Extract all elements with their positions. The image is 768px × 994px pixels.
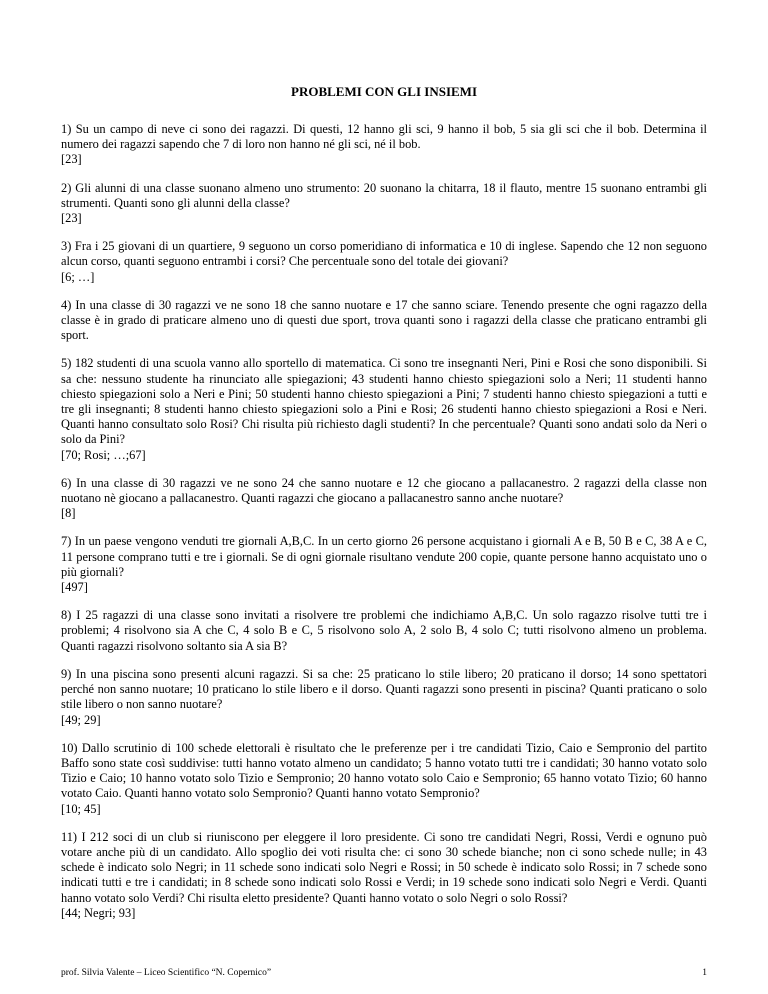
problem-9 (61, 667, 707, 728)
problem-answer: [70; Rosi; …;67] (61, 447, 146, 462)
problem-answer: [44; Negri; 93] (61, 905, 136, 920)
problem-list (61, 122, 707, 934)
problem-answer: [497] (61, 580, 88, 595)
problem-text: 5) 182 studenti di una scuola vanno allo sportello di matematica. Ci sono tre insegnanti Neri, Pini e Rosi che sono disponibili. Si sa che: nessuno studente ha rinunciato alle spiegazioni; 43 studenti hanno chiesto spiegazioni solo a Neri; 11 studenti hanno chiesto spiegazioni solo a Neri e Pini; 50 studenti hanno chiesto spiegazioni a Pini; 7 studenti hanno chiesto spiegazioni a tutti e tre gli insegnanti; 8 studenti hanno chiesto spiegazioni solo a Pini e Rosi; 26 studenti hanno chiesto spiegazioni a Rosi e Neri. Quanti hanno consultato solo Rosi? Chi risulta più richiesto dagli studenti? In che percentuale? Quanti sono andati solo da Neri o solo da Pini? (61, 356, 707, 447)
problem-3 (61, 239, 707, 285)
problem-answer: [23] (61, 152, 82, 167)
problem-8 (61, 608, 707, 654)
problem-4 (61, 298, 707, 344)
problem-11 (61, 830, 707, 921)
problem-answer: [10; 45] (61, 801, 101, 816)
problem-answer: [49; 29] (61, 712, 101, 727)
problem-text: 2) Gli alunni di una classe suonano almeno uno strumento: 20 suonano la chitarra, 18 il flauto, mentre 15 suonano entrambi gli strumenti. Quanti sono gli alunni della classe? (61, 180, 707, 210)
problem-text: 9) In una piscina sono presenti alcuni ragazzi. Si sa che: 25 praticano lo stile libero; 20 praticano il dorso; 14 sono spettatori perché non sanno nuotare; 10 praticano lo stile libero e il dorso. Quanti ragazzi sono presenti in piscina? Quanti praticano o solo stile libero o non sanno nuotare? (61, 666, 707, 712)
problem-text: 4) In una classe di 30 ragazzi ve ne sono 18 che sanno nuotare e 17 che sanno sciare. Tenendo presente che ogni ragazzo della classe è in grado di praticare almeno uno di questi due sport, trova quanti sono i ragazzi della classe che praticano entrambi gli sport. (61, 297, 707, 343)
problem-text: 7) In un paese vengono venduti tre giornali A,B,C. In un certo giorno 26 persone acquistano i giornali A e B, 50 B e C, 38 A e C, 11 persone comprano tutti e tre i giornali. Se di ogni giornale risultano vendute 200 copie, quante persone hanno acquistato uno o più giornali? (61, 534, 707, 579)
page-number: 1 (702, 968, 707, 978)
problem-text: 10) Dallo scrutinio di 100 schede elettorali è risultato che le preferenze per i tre candidati Tizio, Caio e Sempronio del partito Baffo sono state così suddivise: tutti hanno votato almeno un candidato; 5 hanno votato tutti tre i candidati; 30 hanno votato solo Tizio e Caio; 10 hanno votato solo Tizio e Sempronio; 20 hanno votato solo Caio e Sempronio; 65 hanno votato Tizio; 60 hanno votato Caio. Quanti hanno votato solo Sempronio? Quanti hanno votato Sempronio? (61, 740, 707, 801)
problem-7 (61, 534, 707, 595)
page-title: PROBLEMI CON GLI INSIEMI (291, 84, 477, 99)
problem-10 (61, 741, 707, 817)
problem-2 (61, 181, 707, 227)
problem-6 (61, 476, 707, 522)
problem-5 (61, 356, 707, 462)
problem-answer: [23] (61, 211, 82, 226)
problem-1 (61, 122, 707, 168)
problem-answer: [8] (61, 506, 76, 521)
problem-text: 6) In una classe di 30 ragazzi ve ne sono 24 che sanno nuotare e 12 che giocano a pallacanestro. 2 ragazzi della classe non nuotano nè giocano a pallacanestro. Quanti ragazzi che giocano a pallacanestro sanno anche nuotare? (61, 475, 707, 506)
problem-text: 11) I 212 soci di un club si riuniscono per eleggere il loro presidente. Ci sono tre candidati Negri, Rossi, Verdi e ognuno può votare anche più di un candidato. Allo spoglio dei voti risulta che: ci sono 30 schede bianche; non ci sono schede nulle; in 43 schede è indicato solo Negri; in 11 schede sono indicati solo Negri e Rossi; in 50 schede è indicato solo Rossi; in 7 schede sono indicati tutti e tre i candidati; in 8 schede sono indicati solo Rossi e Verdi; in 19 schede sono indicati solo Negri e Verdi. Quanti hanno votato solo Verdi? Chi risulta eletto presidente? Quanti hanno votato o solo Negri o solo Rossi? (61, 829, 707, 905)
footer-author: prof. Silvia Valente – Liceo Scientifico “N. Copernico” (61, 968, 272, 978)
problem-answer: [6; …] (61, 269, 95, 284)
problem-text: 3) Fra i 25 giovani di un quartiere, 9 seguono un corso pomeridiano di informatica e 10 di inglese. Sapendo che 12 non seguono alcun corso, quanti seguono entrambi i corsi? Che percentuale sono del totale dei giovani? (61, 239, 707, 269)
problem-text: 1) Su un campo di neve ci sono dei ragazzi. Di questi, 12 hanno gli sci, 9 hanno il bob, 5 sia gli sci che il bob. Determina il numero dei ragazzi sapendo che 7 di loro non hanno né gli sci, né il bob. (61, 122, 707, 152)
problem-text: 8) I 25 ragazzi di una classe sono invitati a risolvere tre problemi che indichiamo A,B,C. Un solo ragazzo risolve tutti tre i problemi; 4 risolvono sia A che C, 4 solo B e C, 5 risolvono solo A, 2 solo B, 4 solo C; tutti risolvono almeno un problema. Quanti ragazzi risolvono soltanto sia A sia B? (61, 608, 707, 653)
